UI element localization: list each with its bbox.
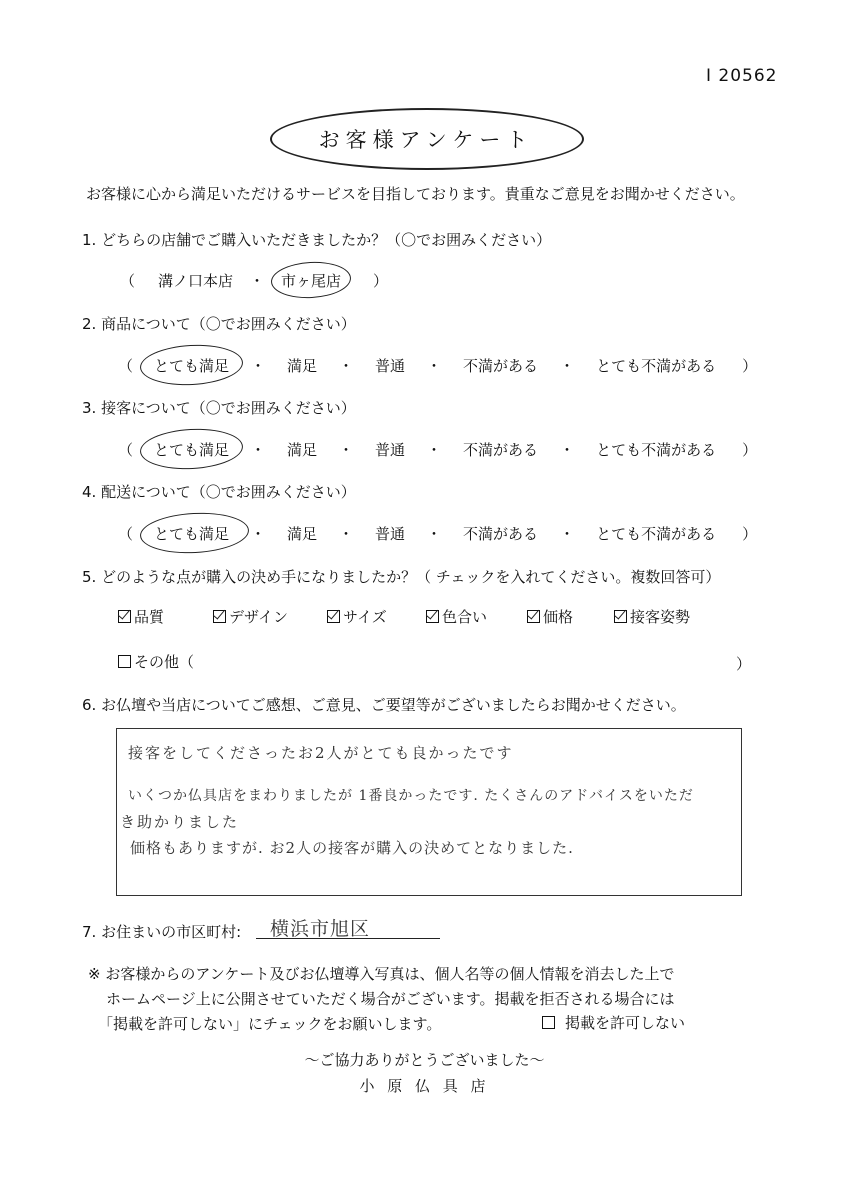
close-paren: ）: [373, 272, 389, 290]
address-field[interactable]: [256, 914, 440, 939]
checkbox-quality[interactable]: [118, 606, 164, 627]
q4-option-very-satisfied[interactable]: [150, 523, 233, 544]
q3-option-satisfied[interactable]: 満足: [287, 441, 318, 459]
open-paren: （: [118, 525, 134, 543]
q1-option-ichigao-store[interactable]: [277, 270, 345, 291]
separator: ・: [250, 357, 266, 375]
footer-thanks: ～ご協力ありがとうございました～: [304, 1051, 545, 1069]
q4-options: [118, 523, 757, 544]
close-paren: ）: [742, 357, 758, 375]
q2-option-very-dissatisfied[interactable]: とても不満がある: [596, 357, 717, 375]
checkbox-other[interactable]: [118, 651, 194, 672]
checkbox-size[interactable]: [327, 606, 387, 627]
q4-option-normal[interactable]: 普通: [375, 525, 406, 543]
question-5: 5. どのような点が購入の決め手になりましたか？（ チェックを入れてください。複数回答可）: [82, 568, 721, 586]
checkbox-design[interactable]: [213, 606, 288, 627]
question-7: 7. お住まいの市区町村:: [82, 923, 242, 941]
q2-options: [118, 355, 757, 376]
separator: ・: [338, 357, 354, 375]
checkbox-checked-icon: [426, 610, 439, 623]
other-close-paren: ）: [736, 655, 752, 673]
checkbox-service[interactable]: [614, 606, 690, 627]
question-6: 6. お仏壇や当店についてご感想、ご意見、ご要望等がございましたらお聞かせください。: [82, 696, 686, 714]
q4-option-label: とても満足: [154, 525, 230, 543]
q4-option-dissatisfied[interactable]: 不満がある: [463, 525, 539, 543]
notice-line-2: ホームページ上に公開させていただく場合がございます。掲載を拒否される場合には: [106, 990, 675, 1008]
comment-line-2: いくつか仏具店をまわりましたが 1番良かったです. たくさんのアドバイスをいただ: [128, 788, 694, 804]
comment-line-4: 価格もありますが. お2人の接客が購入の決めてとなりました.: [130, 839, 574, 857]
selection-circle: [139, 426, 244, 471]
q2-option-dissatisfied[interactable]: 不満がある: [463, 357, 539, 375]
close-paren: ）: [742, 441, 758, 459]
checkbox-empty-icon: [542, 1016, 555, 1029]
close-paren: ）: [742, 525, 758, 543]
checkbox-checked-icon: [118, 610, 131, 623]
address-value: 横浜市旭区: [270, 918, 371, 940]
checkbox-checked-icon: [614, 610, 627, 623]
q3-option-normal[interactable]: 普通: [375, 441, 406, 459]
q3-options: [118, 439, 757, 460]
separator: ・: [559, 441, 575, 459]
separator: ・: [559, 525, 575, 543]
checkbox-label: 掲載を許可しない: [565, 1014, 686, 1032]
notice-line-1: ※ お客様からのアンケート及びお仏壇導入写真は、個人名等の個人情報を消去した上で: [88, 965, 675, 983]
checkbox-checked-icon: [213, 610, 226, 623]
page-title: お客様アンケート: [318, 128, 534, 152]
q2-option-very-satisfied[interactable]: [150, 355, 233, 376]
checkbox-color[interactable]: [426, 606, 487, 627]
separator: ・: [250, 525, 266, 543]
q3-option-dissatisfied[interactable]: 不満がある: [463, 441, 539, 459]
checkbox-empty-icon: [118, 655, 131, 668]
q1-option-main-store[interactable]: 溝ノ口本店: [158, 272, 234, 290]
notice-line-3: 「掲載を許可しない」にチェックをお願いします。: [98, 1015, 442, 1033]
intro-text: お客様に心から満足いただけるサービスを目指しております。貴重なご意見をお聞かせください。: [86, 185, 745, 203]
checkbox-checked-icon: [527, 610, 540, 623]
question-4: 4. 配送について（〇でお囲みください）: [82, 483, 356, 501]
question-3: 3. 接客について（〇でお囲みください）: [82, 399, 356, 417]
question-1: 1. どちらの店舗でご購入いただきましたか？（〇でお囲みください）: [82, 231, 552, 249]
checkbox-label: サイズ: [343, 608, 387, 626]
q3-option-very-satisfied[interactable]: [150, 439, 233, 460]
q2-option-satisfied[interactable]: 満足: [287, 357, 318, 375]
separator: ・: [426, 525, 442, 543]
footer-shop-name: 小 原 仏 具 店: [359, 1077, 490, 1095]
q2-option-label: とても満足: [154, 357, 230, 375]
selection-circle: [139, 510, 250, 556]
document-id: I 20562: [706, 66, 778, 86]
separator: ・: [559, 357, 575, 375]
q3-option-very-dissatisfied[interactable]: とても不満がある: [596, 441, 717, 459]
comment-line-1: 接客をしてくださったお2人がとても良かったです: [128, 744, 514, 762]
checkbox-label: 色合い: [442, 608, 488, 626]
open-paren: （: [118, 441, 134, 459]
q2-option-normal[interactable]: 普通: [375, 357, 406, 375]
checkbox-checked-icon: [327, 610, 340, 623]
q1-options: [120, 270, 388, 291]
separator: ・: [426, 441, 442, 459]
separator: ・: [250, 441, 266, 459]
q4-option-very-dissatisfied[interactable]: とても不満がある: [596, 525, 717, 543]
question-2: 2. 商品について（〇でお囲みください）: [82, 315, 356, 333]
q4-option-satisfied[interactable]: 満足: [287, 525, 318, 543]
checkbox-label: 品質: [134, 608, 165, 626]
q3-option-label: とても満足: [154, 441, 230, 459]
separator: ・: [249, 272, 265, 290]
checkbox-label: デザイン: [229, 608, 288, 626]
selection-circle: [139, 342, 244, 387]
q1-option-label: 市ヶ尾店: [281, 272, 342, 290]
separator: ・: [426, 357, 442, 375]
selection-circle: [270, 260, 352, 300]
checkbox-label: 接客姿勢: [630, 608, 691, 626]
comment-line-3: き助かりました: [120, 813, 240, 831]
separator: ・: [338, 441, 354, 459]
open-paren: （: [120, 272, 136, 290]
separator: ・: [338, 525, 354, 543]
open-paren: （: [118, 357, 134, 375]
checkbox-price[interactable]: [527, 606, 573, 627]
checkbox-label: その他（: [134, 653, 195, 671]
checkbox-label: 価格: [543, 608, 574, 626]
checkbox-deny-publish[interactable]: [542, 1012, 685, 1033]
